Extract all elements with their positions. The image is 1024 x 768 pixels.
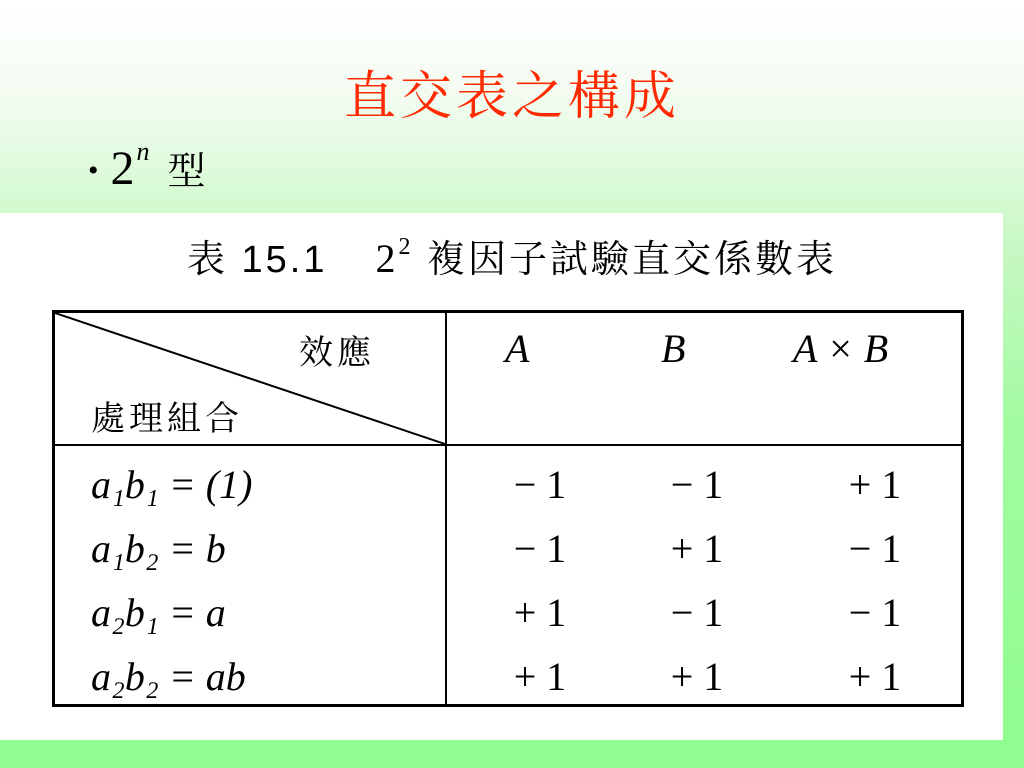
orthogonal-coefficient-table <box>52 310 964 707</box>
table-cell: − 1 <box>513 526 567 571</box>
column-divider <box>445 313 447 704</box>
table-cell: − 1 <box>513 462 567 507</box>
table-cell: − 1 <box>670 462 724 507</box>
table-cell: + 1 <box>670 654 724 699</box>
bullet-item <box>88 137 206 200</box>
table-cell: + 1 <box>513 590 567 635</box>
corner-effect-label: 效應 <box>299 333 375 373</box>
row-label: a₂b₂ = ab <box>91 654 246 699</box>
bullet-suffix: 型 <box>167 149 206 193</box>
table-cell: − 1 <box>848 526 902 571</box>
table-cell: + 1 <box>513 654 567 699</box>
column-header-b: B <box>661 326 686 371</box>
bullet-marker: • <box>88 154 99 187</box>
column-header-a: A <box>505 326 530 371</box>
column-header-axb: A × B <box>793 326 889 371</box>
table-cell: + 1 <box>848 654 902 699</box>
bullet-exponent: n <box>136 137 150 166</box>
table-cell: + 1 <box>670 526 724 571</box>
header-divider <box>55 444 961 446</box>
caption-exponent: 2 <box>398 234 414 260</box>
slide-title: 直交表之構成 <box>343 67 680 127</box>
table-caption <box>0 228 1024 288</box>
row-label: a₁b₂ = b <box>91 526 226 571</box>
caption-base: 2 <box>375 236 399 281</box>
table-cell: − 1 <box>848 590 902 635</box>
caption-prefix: 表 15.1 <box>186 239 328 281</box>
table-cell: − 1 <box>670 590 724 635</box>
row-label: a₁b₁ = (1) <box>91 462 253 507</box>
table-cell: + 1 <box>848 462 902 507</box>
corner-treatment-label: 處理組合 <box>91 399 243 439</box>
bullet-base: 2 <box>110 142 135 195</box>
row-label: a₂b₁ = a <box>91 590 226 635</box>
caption-suffix: 複因子試驗直交係數表 <box>427 239 838 281</box>
